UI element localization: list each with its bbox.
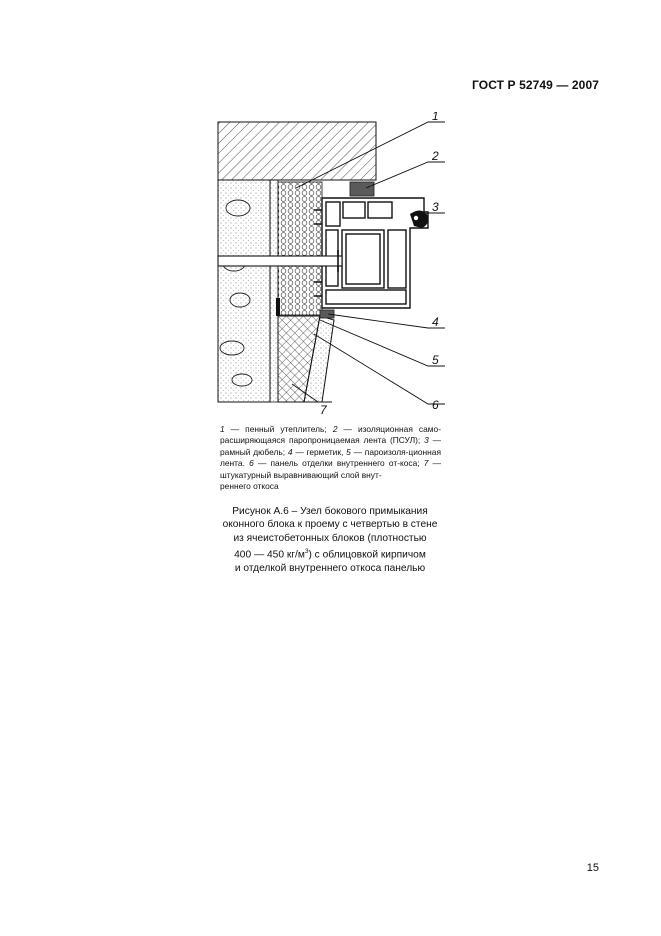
- caption-density: 400 — 450 кг/м: [234, 549, 305, 561]
- frame-dowel: [218, 256, 342, 266]
- window-junction-drawing: [210, 112, 460, 417]
- legend-text: — штукатурный выравнивающий слой внут-: [220, 458, 441, 480]
- aerated-concrete-wall: [218, 180, 270, 402]
- caption-line: [212, 545, 448, 562]
- callout-1: 1: [432, 112, 439, 123]
- legend-num: 7: [423, 458, 429, 469]
- foam-insulation: [278, 182, 322, 315]
- callout-7: 7: [320, 403, 327, 417]
- caption-density-rest: ) с облицовкой кирпичом: [308, 549, 426, 561]
- legend-num: 6: [249, 458, 254, 469]
- figure-legend: [220, 424, 441, 492]
- caption-line: оконного блока к проему с четвертью в стене: [222, 519, 438, 531]
- callout-4: 4: [432, 315, 439, 329]
- vapor-barrier-tape: [276, 298, 280, 316]
- legend-text: — пароизоля-ционная лента.: [220, 446, 441, 469]
- legend-text: — пенный утеплитель;: [224, 424, 333, 434]
- legend-num: 2: [332, 424, 338, 434]
- legend-text: — изоляционная само-расширяющаяся паропроницаемая лента (ПСУЛ);: [220, 424, 441, 446]
- sealant: [320, 310, 334, 318]
- caption-line: и отделкой внутреннего откоса панелью: [234, 563, 426, 575]
- callout-6: 6: [432, 398, 439, 412]
- legend-text: — герметик,: [292, 446, 347, 457]
- brick-facing: [218, 122, 376, 180]
- legend-num: 3: [424, 435, 429, 446]
- legend-num: 5: [346, 446, 351, 457]
- psul-tape: [350, 182, 374, 196]
- caption-superscript: 3: [304, 548, 309, 556]
- caption-line: Рисунок А.6 – Узел бокового примыкания: [232, 506, 428, 517]
- callout-5: 5: [432, 353, 439, 367]
- callout-2: 2: [432, 149, 439, 163]
- caption-line: из ячеистобетонных блоков (плотностью: [233, 532, 427, 544]
- legend-text: — рамный дюбель;: [220, 435, 442, 457]
- callout-3: 3: [432, 200, 439, 214]
- document-code: ГОСТ Р 52749 — 2007: [472, 78, 599, 92]
- page-number: 15: [586, 862, 599, 874]
- legend-num: 1: [220, 424, 225, 434]
- legend-num: 4: [287, 446, 293, 457]
- legend-last-line: реннего откоса: [220, 481, 279, 492]
- figure-caption: [212, 505, 448, 575]
- legend-text: — панель отделки внутреннего от-коса;: [253, 458, 424, 469]
